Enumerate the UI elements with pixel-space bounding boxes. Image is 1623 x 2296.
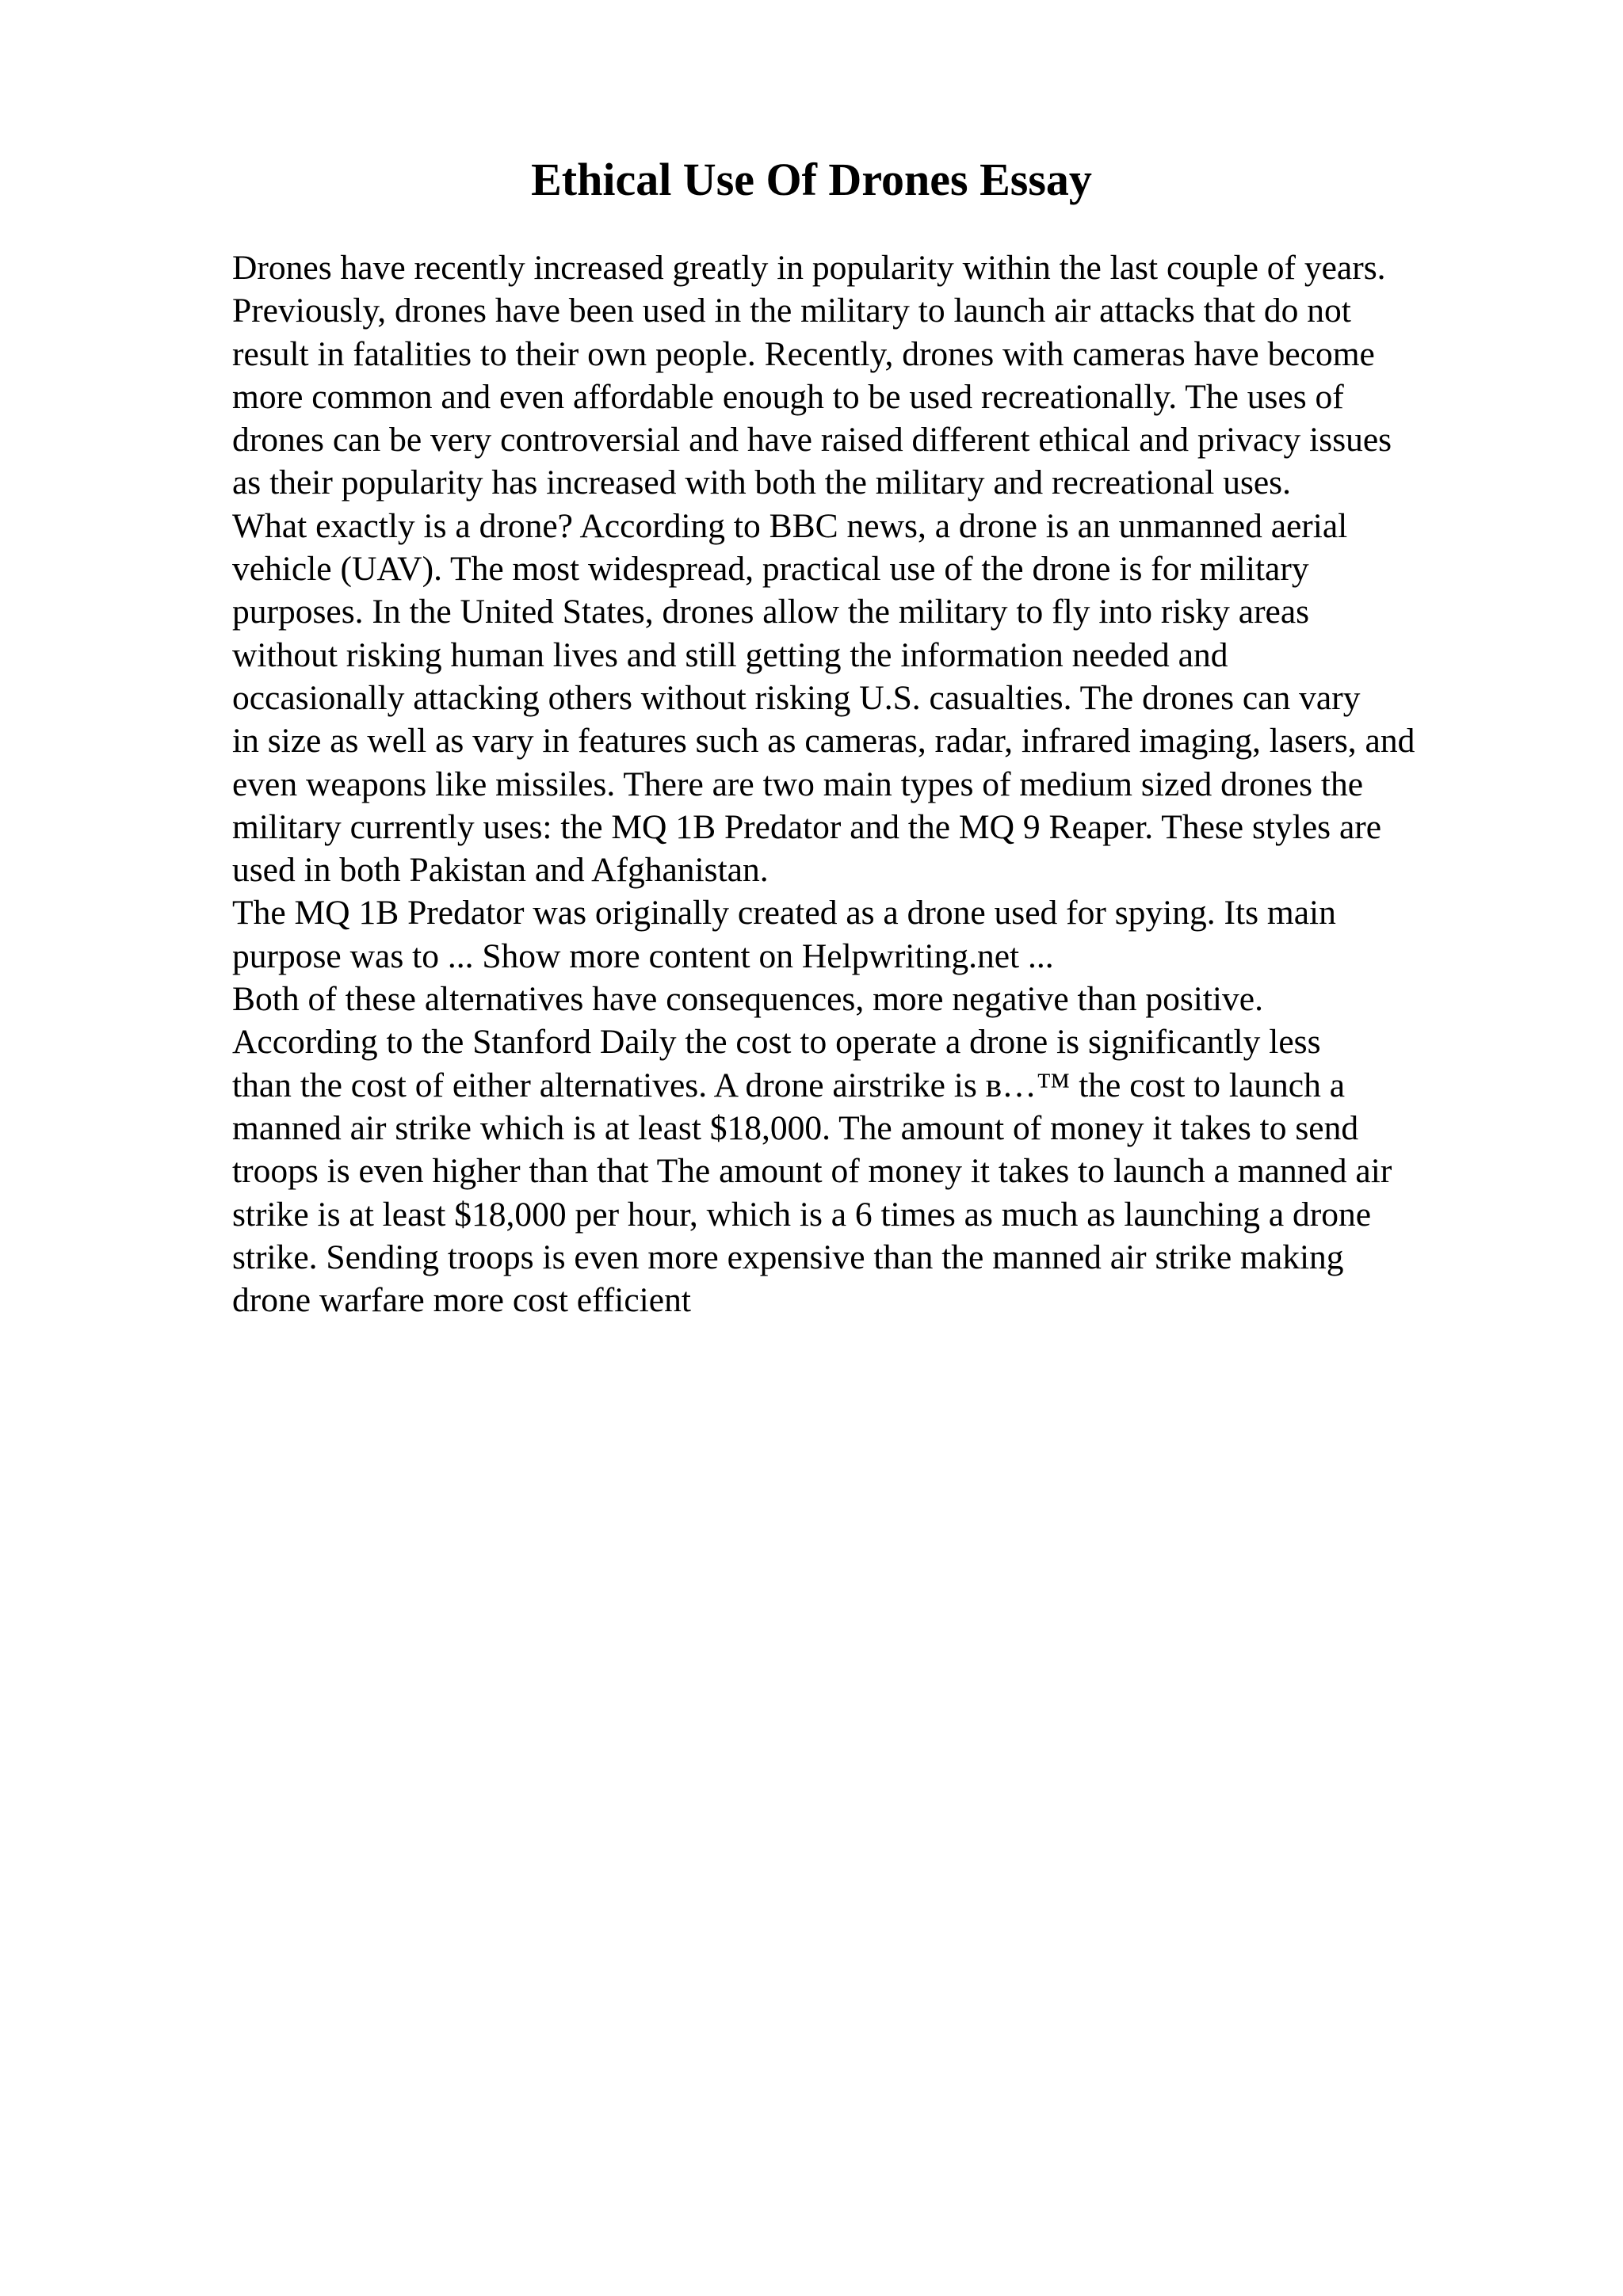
document-body <box>232 246 1532 1322</box>
text-line: purposes. In the United States, drones allow the military to fly into risky areas <box>232 593 1310 631</box>
text-line: more common and even affordable enough to be used recreationally. The uses of <box>232 377 1344 416</box>
text-line: in size as well as vary in features such as cameras, radar, infrared imaging, lasers, and <box>232 722 1415 761</box>
text-line: even weapons like missiles. There are two main types of medium sized drones the <box>232 765 1364 803</box>
text-line: drones can be very controversial and have raised different ethical and privacy issues <box>232 421 1392 460</box>
text-line: The MQ 1B Predator was originally created as a drone used for spying. Its main <box>232 894 1336 933</box>
text-line: According to the Stanford Daily the cost to operate a drone is significantly less <box>232 1023 1321 1062</box>
text-line: occasionally attacking others without risking U.S. casualties. The drones can vary <box>232 678 1361 717</box>
text-line: than the cost of either alternatives. A drone airstrike is в…™ the cost to launch a <box>232 1066 1346 1104</box>
text-line: Drones have recently increased greatly in popularity within the last couple of years. <box>232 249 1386 287</box>
text-line: Previously, drones have been used in the military to launch air attacks that do not <box>232 292 1351 330</box>
text-line: strike is at least $18,000 per hour, which is a 6 times as much as launching a drone <box>232 1195 1372 1234</box>
text-line: military currently uses: the MQ 1B Predator and the MQ 9 Reaper. These styles are <box>232 807 1382 846</box>
text-line: manned air strike which is at least $18,000. The amount of money it takes to send <box>232 1108 1359 1147</box>
text-line: used in both Pakistan and Afghanistan. <box>232 851 769 890</box>
text-line: as their popularity has increased with both the military and recreational uses. <box>232 463 1291 502</box>
text-line: purpose was to ... Show more content on Helpwriting.net ... <box>232 936 1054 975</box>
text-line: strike. Sending troops is even more expensive than the manned air strike making <box>232 1238 1344 1276</box>
text-line: without risking human lives and still getting the information needed and <box>232 635 1228 674</box>
text-line: result in fatalities to their own people. Recently, drones with cameras have become <box>232 334 1375 373</box>
text-line: drone warfare more cost efficient <box>232 1281 691 1320</box>
text-line: troops is even higher than that The amount of money it takes to launch a manned air <box>232 1152 1392 1191</box>
text-line: What exactly is a drone? According to BBC news, a drone is an unmanned aerial <box>232 506 1348 545</box>
document-title: Ethical Use Of Drones Essay <box>531 154 1092 205</box>
text-line: Both of these alternatives have consequences, more negative than positive. <box>232 980 1263 1019</box>
text-line: vehicle (UAV). The most widespread, practical use of the drone is for military <box>232 550 1309 589</box>
